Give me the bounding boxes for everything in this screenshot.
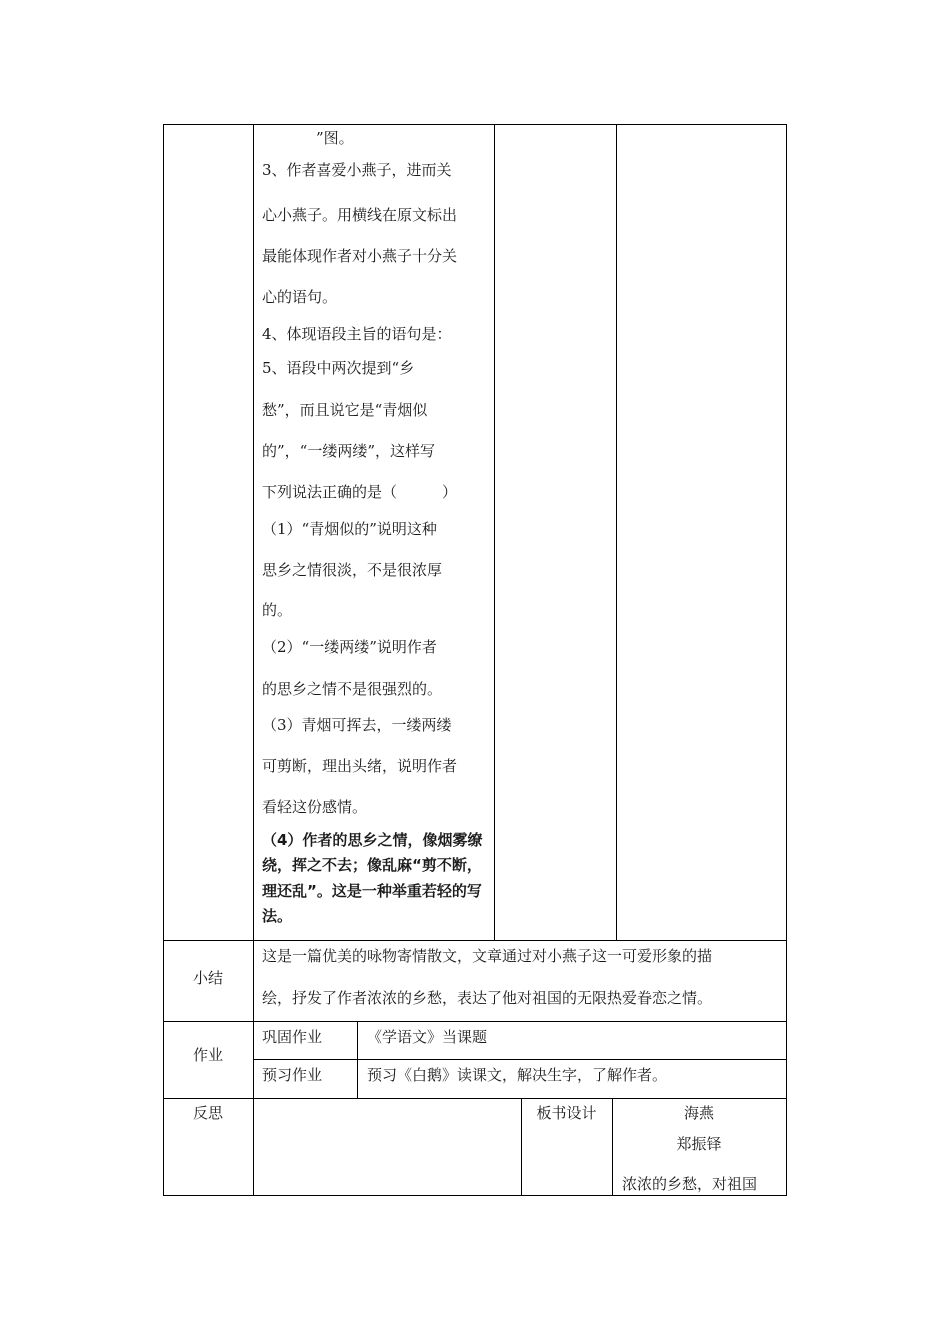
summary-label: 小结 (192, 969, 223, 987)
main-cell-line: （3）青烟可挥去，一缕两缕 (262, 716, 452, 734)
main-column-right-border (494, 124, 495, 940)
table-top-border (163, 124, 787, 125)
table-bottom-border (163, 1195, 787, 1196)
board-theme: 浓浓的乡愁，对祖国 (622, 1175, 758, 1193)
homework-content: 预习《白鹅》读课文，解决生字，了解作者。 (367, 1066, 668, 1084)
main-cell-line: 心的语句。 (262, 288, 338, 306)
main-cell-line: 3、作者喜爱小燕子，进而关 (262, 161, 452, 179)
main-cell-line: （1）“青烟似的”说明这种 (262, 520, 437, 538)
main-cell-line: 心小燕子。用横线在原文标出 (262, 206, 458, 224)
main-cell-bold-line: 法。 (262, 907, 293, 925)
table-left-border (163, 124, 164, 1196)
homework-label: 作业 (192, 1046, 223, 1064)
main-cell-line: （2）“一缕两缕”说明作者 (262, 638, 437, 656)
main-cell-line: 的。 (262, 601, 293, 619)
board-title: 海燕 (683, 1104, 714, 1122)
main-cell-line: 思乡之情很淡，不是很浓厚 (262, 561, 443, 579)
summary-top-border (163, 940, 787, 941)
main-cell-line: 的思乡之情不是很强烈的。 (262, 680, 443, 698)
homework-type: 预习作业 (262, 1066, 323, 1084)
main-cell-line: 下列说法正确的是（ ） (262, 483, 458, 501)
homework-content: 《学语文》当课题 (367, 1028, 488, 1046)
third-column-divider (616, 124, 617, 940)
main-cell-line: 的”，“一缕两缕”，这样写 (262, 442, 436, 460)
summary-text-line: 这是一篇优美的咏物寄情散文，文章通过对小燕子这一可爱形象的描 (262, 947, 713, 965)
reflection-top-border (163, 1098, 787, 1099)
homework-top-border (163, 1021, 787, 1022)
summary-text-line: 绘，抒发了作者浓浓的乡愁，表达了他对祖国的无限热爱眷恋之情。 (262, 989, 713, 1007)
main-cell-bold-line: 绕，挥之不去；像乱麻“剪不断， (262, 856, 482, 874)
homework-type: 巩固作业 (262, 1028, 323, 1046)
main-cell-line: 最能体现作者对小燕子十分关 (262, 247, 458, 265)
board-design-label: 板书设计 (536, 1104, 597, 1122)
main-cell-line: 4、体现语段主旨的语句是： (262, 325, 452, 343)
main-cell-line: 5、语段中两次提到“乡 (262, 359, 415, 377)
main-cell-line: 愁”，而且说它是“青烟似 (262, 401, 428, 419)
main-cell-line: 看轻这份感情。 (262, 798, 368, 816)
label-column-divider (253, 124, 254, 1196)
board-author: 郑振铎 (676, 1135, 722, 1153)
main-cell-line: 可剪断，理出头绪，说明作者 (262, 757, 458, 775)
main-cell-bold-line: 理还乱”。这是一种举重若轻的写 (262, 882, 482, 900)
homework-row-divider (253, 1059, 787, 1060)
table-right-border (786, 124, 787, 1196)
main-cell-bold-line: （4）作者的思乡之情，像烟雾缭 (262, 831, 483, 849)
reflection-label: 反思 (192, 1104, 223, 1122)
main-cell-line: ”图。 (316, 129, 354, 147)
homework-type-divider (357, 1021, 358, 1098)
